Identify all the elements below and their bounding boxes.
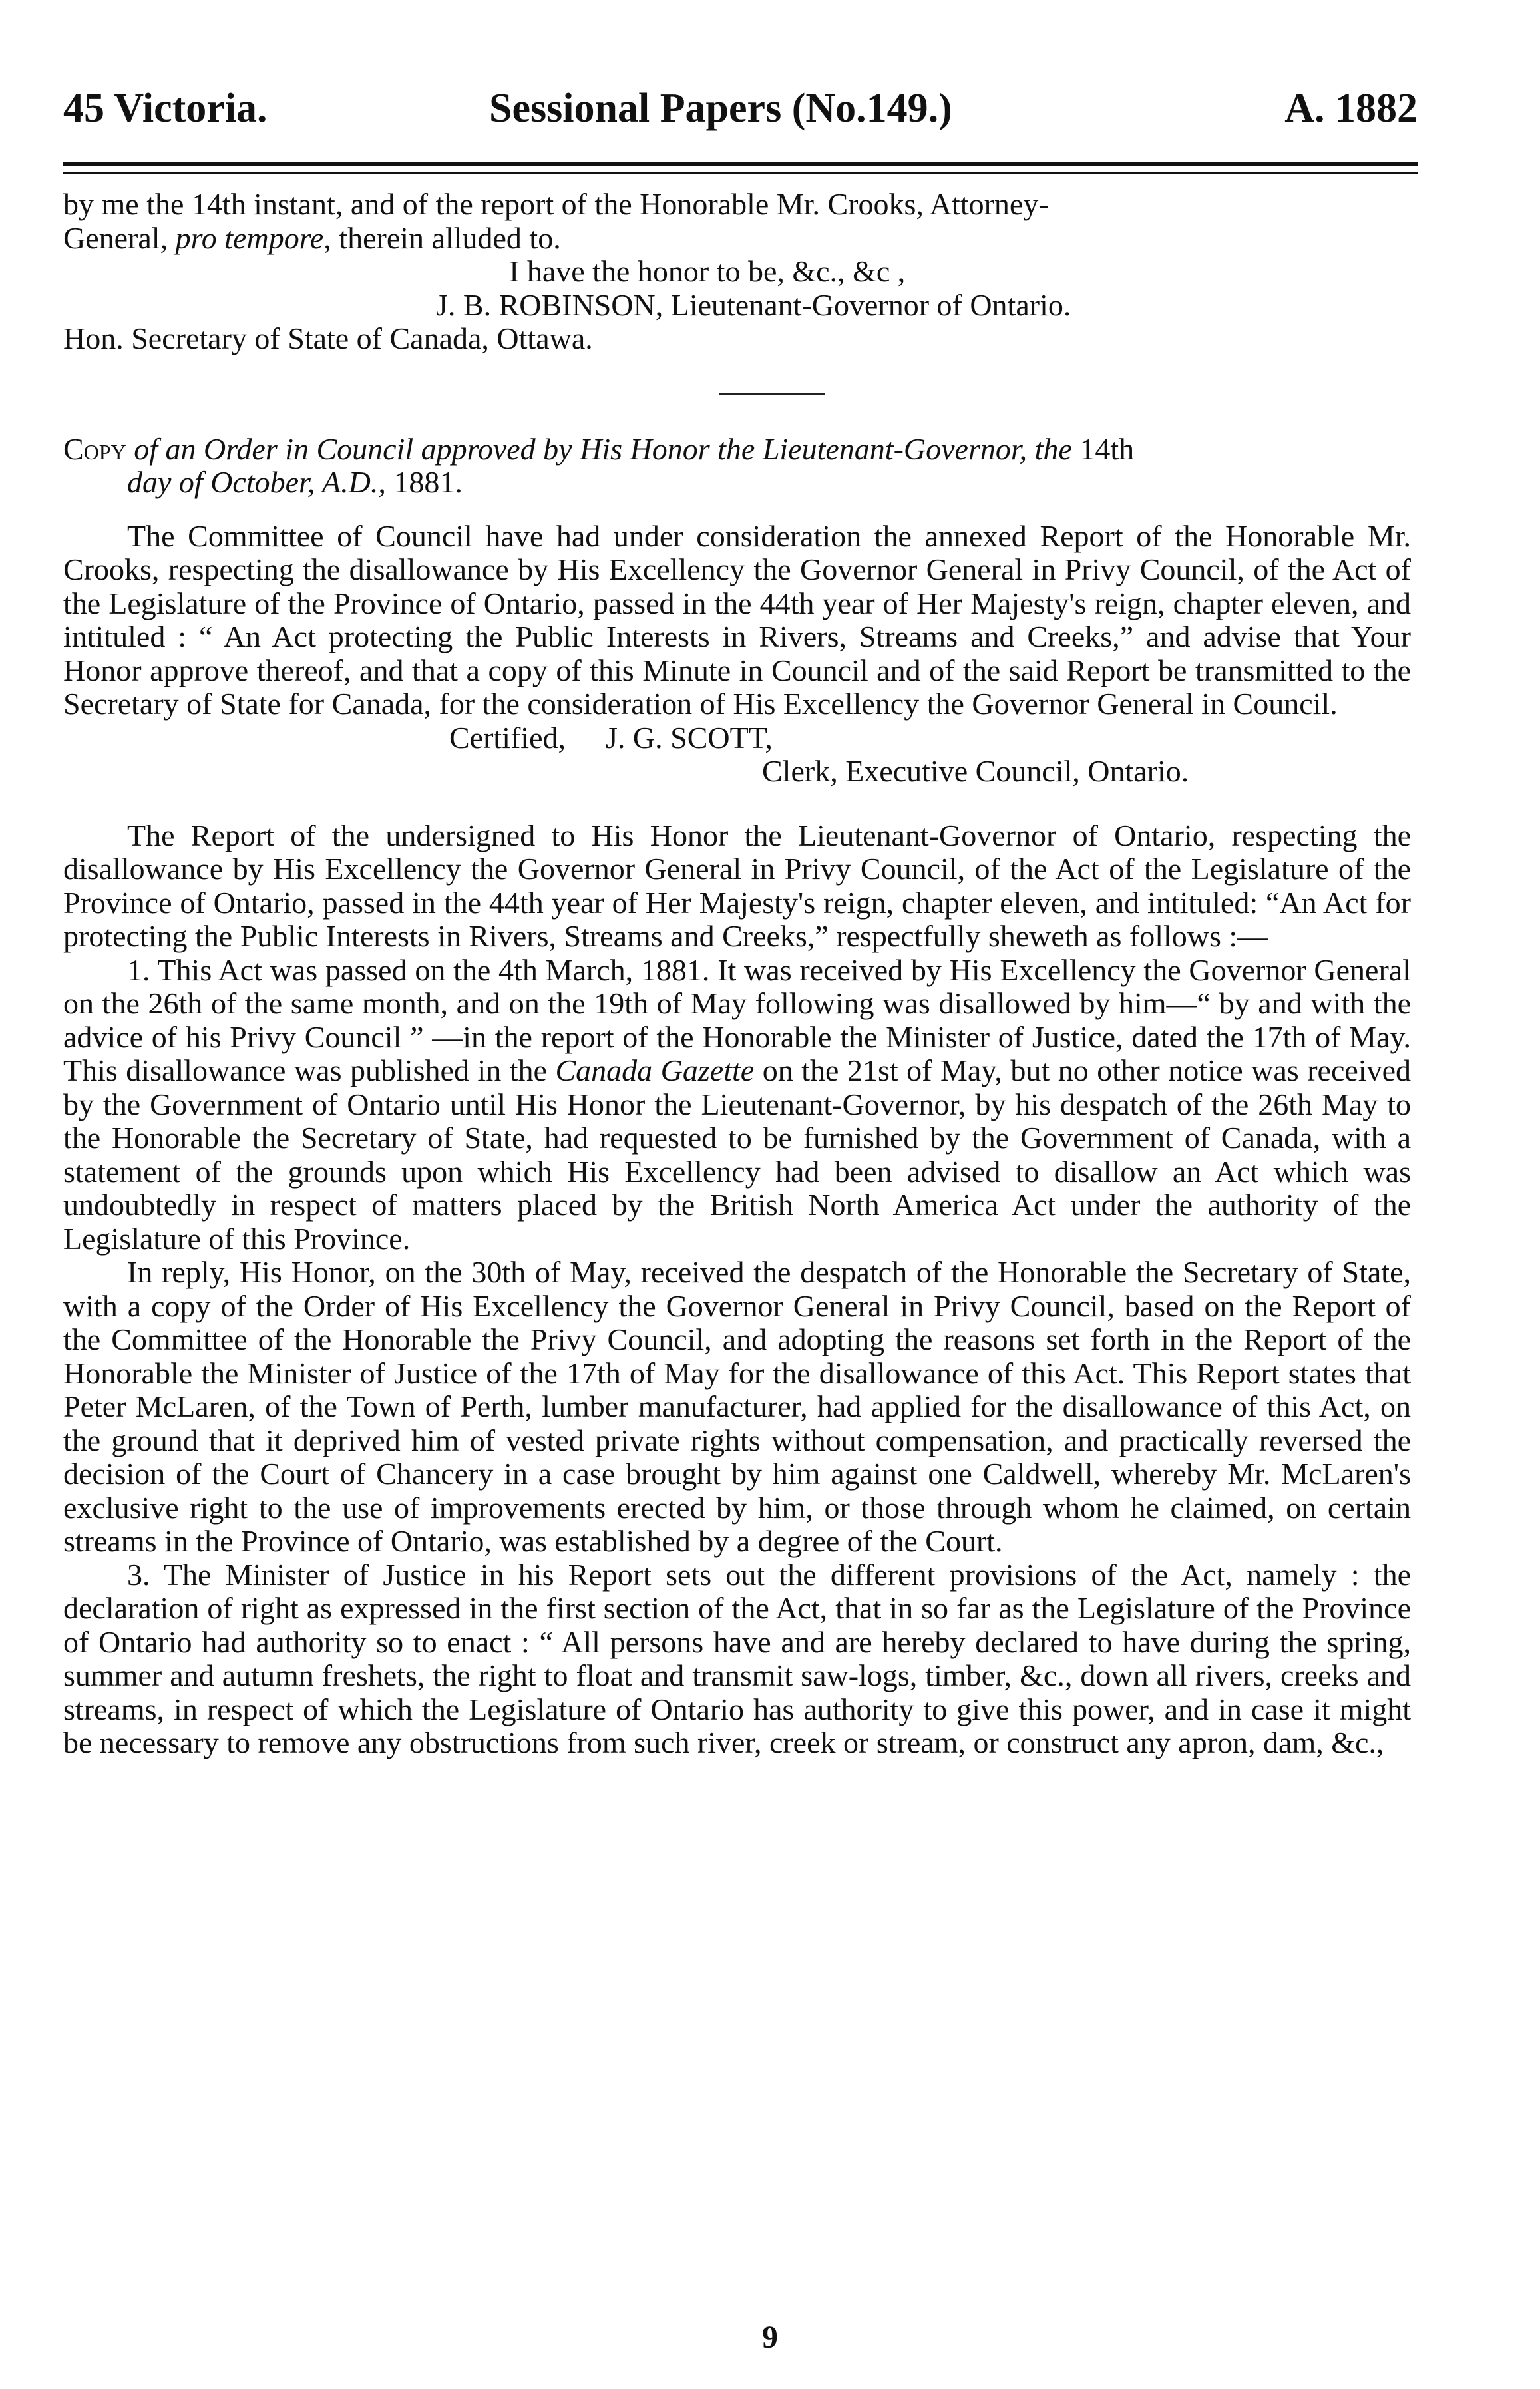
letter-signature: J. B. ROBINSON, Lieutenant-Governor of Ontario.	[436, 287, 1071, 322]
order-certifier-title: Clerk, Executive Council, Ontario.	[762, 754, 1189, 788]
header-rule-thick	[63, 162, 1418, 166]
letter-opening: by me the 14th instant, and of the report of the Honorable Mr. Crooks, Attorney- General, pro tempore, therein alluded to.	[63, 187, 1049, 255]
header-rule-thin	[63, 172, 1418, 174]
report-paragraph-2: In reply, His Honor, on the 30th of May, received the despatch of the Honorable the Secretary of State, with a copy of the Order of His Excellency the Governor General in Privy Council, based on the Report of the Committee of the Honorable the Privy Council, and adopting the reasons set forth in the Report of the Honorable the Minister of Justice of the 17th of May for the disallowance of this Act. This Report states that Peter McLaren, of the Town of Perth, lumber manufacturer, had applied for the disallowance of this Act, on the ground that it deprived him of vested private rights without compensation, and practically reversed the decision of the Court of Chancery in a case brought by him against one Caldwell, whereby Mr. McLaren's exclusive right to the use of improvements erected by him, or those through whom he claimed, on certain streams in the Province of Ontario, was established by a degree of the Court.	[63, 1255, 1411, 1558]
report-intro: The Report of the undersigned to His Honor the Lieutenant-Governor of Ontario, respecting the disallowance by His Excellency the Governor General in Privy Council, of the Act of the Legislature of the Province of Ontario, passed in the 44th year of Her Majesty's reign, chapter eleven, and intituled: “An Act for protecting the Public Interests in Rivers, Streams and Creeks,” respectfully sheweth as follows :—	[63, 818, 1411, 953]
header-year: A. 1882	[1284, 86, 1418, 131]
header-title: Sessional Papers (No.149.)	[489, 86, 952, 131]
letter-closing: I have the honor to be, &c., &c ,	[509, 254, 906, 288]
running-header	[63, 79, 1418, 138]
header-session: 45 Victoria.	[63, 86, 268, 131]
section-divider	[719, 393, 825, 395]
letter-addressee: Hon. Secretary of State of Canada, Ottawa.	[63, 321, 593, 355]
order-title: Copy of an Order in Council approved by His Honor the Lieutenant-Governor, the 14th day of October, A.D., 1881.	[63, 431, 1135, 499]
order-body: The Committee of Council have had under consideration the annexed Report of the Honorable Mr. Crooks, respecting the disallowance by His Excellency the Governor General in Privy Council, of the Act of the Legislature of the Province of Ontario, passed in the 44th year of Her Majesty's reign, chapter eleven, and intituled : “ An Act protecting the Public Interests in Rivers, Streams and Creeks,” and advise that Your Honor approve thereof, and that a copy of this Minute in Council and of the said Report be transmitted to the Secretary of State for Canada, for the consideration of His Excellency the Governor General in Council.	[63, 518, 1411, 721]
page-number: 9	[762, 2320, 778, 2355]
order-certification: Certified, J. G. SCOTT,	[449, 720, 773, 755]
body-text	[63, 188, 1411, 1760]
report-paragraph-1: 1. This Act was passed on the 4th March, 1881. It was received by His Excellency the Governor General on the 26th of the same month, and on the 19th of May following was disallowed by him—“ by and with the advice of his Privy Council ” —in the report of the Honorable the Minister of Justice, dated the 17th of May. This disallowance was published in the Canada Gazette on the 21st of May, but no other notice was received by the Government of Ontario until His Honor the Lieutenant-Governor, by his despatch of the 26th May to the Honorable the Secretary of State, had requested to be furnished by the Government of Canada, with a statement of the grounds upon which His Excellency had been advised to disallow an Act which was undoubtedly in respect of matters placed by the British North America Act under the authority of the Legislature of this Province.	[63, 952, 1412, 1256]
report-paragraph-3: 3. The Minister of Justice in his Report sets out the different provisions of the Act, namely : the declaration of right as expressed in the first section of the Act, that in so far as the Legislature of the Province of Ontario had authority so to enact : “ All persons have and are hereby declared to have during the spring, summer and autumn freshets, the right to float and transmit saw-logs, timber, &c., down all rivers, creeks and streams, in respect of which the Legislature of Ontario has authority to give this power, and in case it might be necessary to remove any obstructions from such river, creek or stream, or construct any apron, dam, &c.,	[63, 1557, 1411, 1759]
